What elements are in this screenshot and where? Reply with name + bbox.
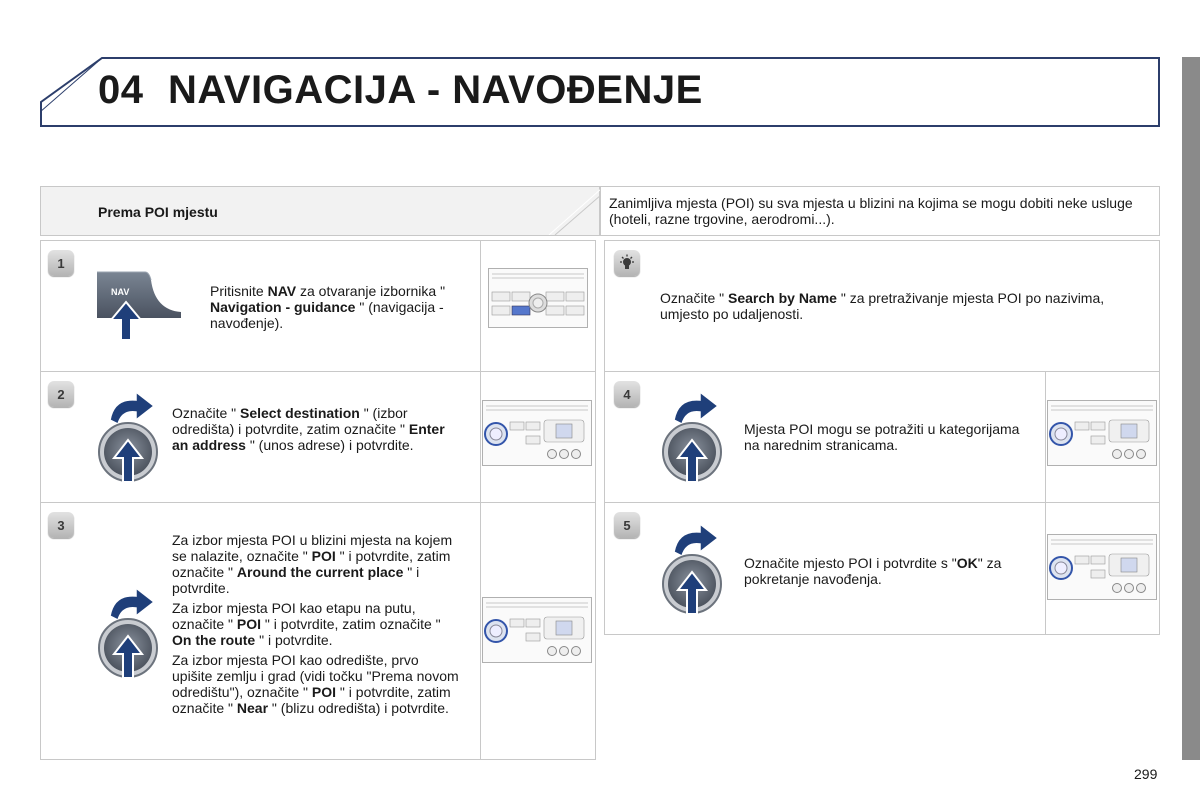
section-intro: Zanimljiva mjesta (POI) su sva mjesta u blizini na kojima se mogu dobiti neke usluge (hoteli, razne trgovine, aerodromi...). (609, 195, 1133, 227)
emphasized-term: Select destination (240, 405, 360, 421)
chapter-edge-tab (1182, 57, 1200, 760)
text-run: " (navigacija - navođenje). (210, 299, 444, 331)
radio-panel-image (1047, 534, 1157, 605)
divider (40, 502, 596, 503)
emphasized-term: POI (311, 684, 337, 700)
step-paragraph (210, 283, 470, 331)
text-run: " za pokretanje navođenja. (744, 555, 1002, 587)
step-badge: 3 (48, 512, 74, 538)
chapter-title: NAVIGACIJA - NAVOĐENJE (168, 68, 703, 112)
emphasized-term: Navigation - guidance (210, 299, 356, 315)
press-arrow-icon (109, 300, 143, 342)
emphasized-term: POI (311, 548, 336, 564)
section-intro-box (600, 186, 1160, 236)
text-run: Za izbor mjesta POI u blizini mjesta na kojem se nalazite, označite " (172, 532, 453, 564)
lightbulb-icon (614, 250, 640, 276)
text-run: " (blizu odredišta) i potvrdite. (268, 700, 449, 716)
step-paragraph (744, 421, 1034, 453)
divider (480, 240, 481, 760)
emphasized-term: OK (956, 555, 978, 571)
step-badge: 1 (48, 250, 74, 276)
step-5-text (744, 555, 1034, 591)
radio-panel-image (482, 400, 592, 471)
text-run: Za izbor mjesta POI kao etapu na putu, označite " (172, 600, 416, 632)
text-run: " (unos adrese) i potvrdite. (245, 437, 414, 453)
text-run: Mjesta POI mogu se potražiti u kategorijama na narednim stranicama. (744, 421, 1020, 453)
text-run: za otvaranje izbornika " (296, 283, 446, 299)
emphasized-term: Search by Name (728, 290, 837, 306)
emphasized-term: NAV (267, 283, 297, 299)
step-badge: 2 (48, 381, 74, 407)
decorative-diagonal (541, 187, 601, 235)
text-run: Označite " (660, 290, 728, 306)
nav-key-illustration (93, 270, 183, 345)
step-badge: 4 (614, 381, 640, 407)
text-run: Za izbor mjesta POI kao odredište, prvo upišite zemlju i grad (vidi točku "Prema novom odredištu"), označite " (172, 652, 459, 700)
tip-text (660, 290, 1120, 326)
text-run: " i potvrdite, zatim označite " (172, 548, 451, 580)
nav-key-label: NAV (111, 287, 130, 297)
radio-panel-image (482, 597, 592, 668)
divider (604, 502, 1160, 503)
text-run: " (izbor odredišta) i potvrdite, zatim označite " (172, 405, 409, 437)
emphasized-term: Enter an address (172, 421, 445, 453)
divider (40, 371, 596, 372)
step-2-text (172, 405, 462, 457)
text-run: " za pretraživanje mjesta POI po nazivima, umjesto po udaljenosti. (660, 290, 1105, 322)
step-paragraph (172, 532, 462, 596)
step-paragraph (172, 405, 462, 453)
radio-panel-image (1047, 400, 1157, 471)
step-paragraph (172, 600, 462, 648)
step-paragraph (660, 290, 1120, 322)
divider (1045, 371, 1046, 635)
text-run: " i potvrdite. (172, 564, 420, 596)
emphasized-term: POI (236, 616, 262, 632)
step-4-text (744, 421, 1034, 457)
emphasized-term: Near (236, 700, 269, 716)
section-title: Prema POI mjestu (98, 204, 218, 220)
step-1-text (210, 283, 470, 335)
rotary-knob-illustration (660, 388, 724, 489)
divider (604, 371, 1160, 372)
chapter-number: 04 (98, 68, 144, 112)
rotary-knob-illustration (96, 584, 160, 685)
text-run: Označite " (172, 405, 240, 421)
radio-panel-image (488, 268, 588, 333)
page-number: 299 (1134, 766, 1158, 782)
rotary-knob-illustration (96, 388, 160, 489)
emphasized-term: On the route (172, 632, 256, 648)
step-paragraph (744, 555, 1034, 587)
section-header (40, 186, 600, 236)
text-run: Pritisnite (210, 283, 268, 299)
text-run: " i potvrdite, zatim označite " (261, 616, 441, 632)
text-run: " i potvrdite. (255, 632, 333, 648)
rotate-arrow-icon (110, 392, 154, 424)
rotary-knob-illustration (660, 520, 724, 621)
step-3-text (172, 532, 462, 720)
text-run: " i potvrdite, zatim označite " (172, 684, 451, 716)
text-run: Označite mjesto POI i potvrdite s " (744, 555, 957, 571)
step-paragraph (172, 652, 462, 716)
emphasized-term: Around the current place (236, 564, 404, 580)
step-badge: 5 (614, 512, 640, 538)
